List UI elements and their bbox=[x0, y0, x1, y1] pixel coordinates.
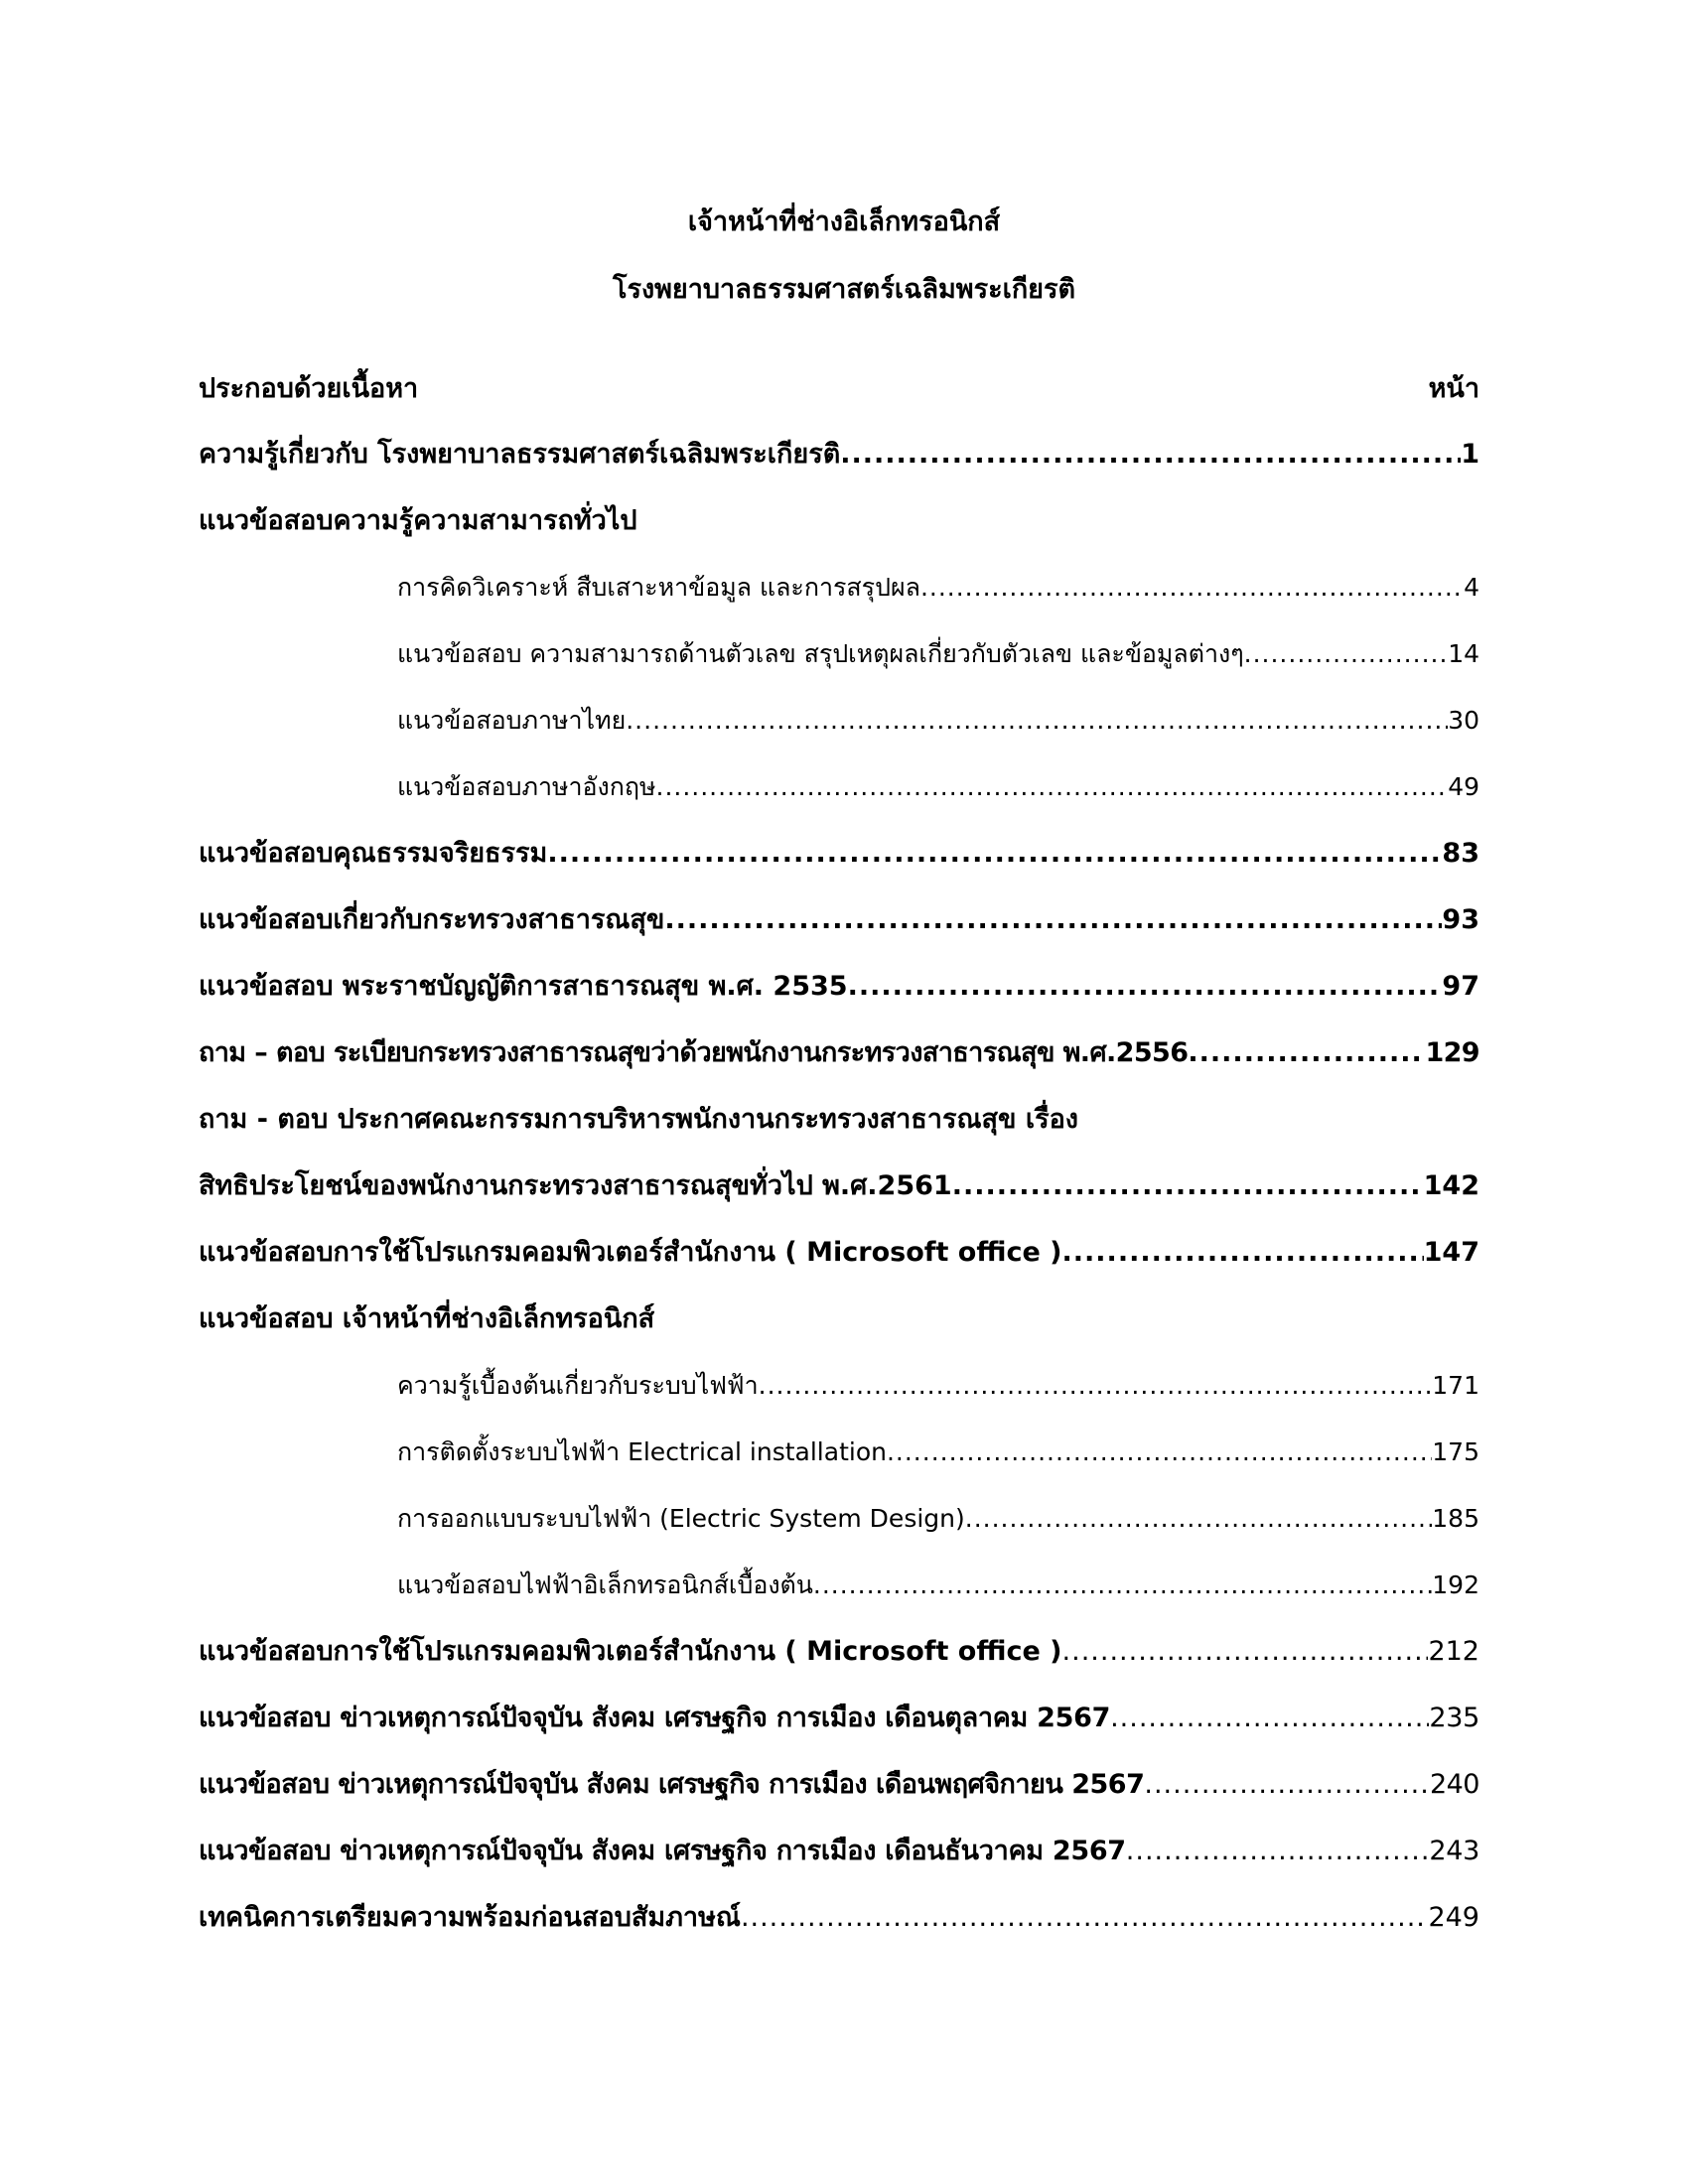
toc-entry-page: 212 bbox=[1428, 1636, 1479, 1667]
document-subtitle: โรงพยาบาลธรรมศาสตร์เฉลิมพระเกียรติ bbox=[612, 274, 1076, 305]
toc-entry-title: แนวข้อสอบ เจ้าหน้าที่ช่างอิเล็กทรอนิกส์ bbox=[199, 1303, 655, 1334]
dot-leader bbox=[1110, 1697, 1429, 1740]
toc-entry-page: 97 bbox=[1442, 971, 1479, 1002]
toc-entry-title: เทคนิคการเตรียมความพร้อมก่อนสอบสัมภาษณ์ bbox=[199, 1902, 741, 1933]
toc-entry-page: 30 bbox=[1448, 706, 1479, 735]
toc-sub-entry bbox=[397, 1431, 1479, 1474]
toc-entry-page: 185 bbox=[1432, 1504, 1479, 1533]
dot-leader bbox=[759, 1364, 1433, 1408]
toc-entry-page: 235 bbox=[1429, 1703, 1479, 1733]
dot-leader bbox=[1126, 1830, 1430, 1873]
toc-entry-title: ถาม – ตอบ ระเบียบกระทรวงสาธารณสุขว่าด้วยพนักงานกระทรวงสาธารณสุข พ.ศ.2556 bbox=[199, 1037, 1189, 1068]
dot-leader bbox=[741, 1896, 1429, 1940]
toc-entry-page: 93 bbox=[1442, 904, 1479, 935]
document-title: เจ้าหน้าที่ช่างอิเล็กทรอนิกส์ bbox=[687, 206, 1001, 237]
toc-entry bbox=[199, 1164, 1479, 1208]
toc-entry-title: แนวข้อสอบไฟฟ้าอิเล็กทรอนิกส์เบื้องต้น bbox=[397, 1570, 813, 1599]
dot-leader bbox=[1244, 632, 1449, 676]
toc-entry-page: 1 bbox=[1461, 439, 1479, 470]
toc-entry-title: ความรู้เบื้องต้นเกี่ยวกับระบบไฟฟ้า bbox=[397, 1371, 759, 1400]
dot-leader bbox=[1062, 1630, 1429, 1674]
toc-entry-page: 83 bbox=[1442, 838, 1479, 869]
toc-header-row bbox=[199, 367, 1479, 411]
toc-entry-page: 129 bbox=[1425, 1037, 1479, 1068]
toc-sub-entry bbox=[397, 1364, 1479, 1408]
toc-sub-entry bbox=[397, 765, 1479, 809]
toc-entry-title: แนวข้อสอบการใช้โปรแกรมคอมพิวเตอร์สำนักงาน ( Microsoft office ) bbox=[199, 1237, 1062, 1268]
dot-leader bbox=[887, 1431, 1432, 1474]
toc-sub-entry bbox=[397, 566, 1479, 610]
toc-entry-page: 171 bbox=[1432, 1371, 1479, 1400]
toc-entry bbox=[199, 433, 1479, 477]
toc-entry-title: แนวข้อสอบคุณธรรมจริยธรรม bbox=[199, 838, 548, 869]
contents-label: ประกอบด้วยเนื้อหา bbox=[199, 373, 419, 404]
toc-entry bbox=[199, 1031, 1479, 1075]
toc-entry-page: 49 bbox=[1448, 772, 1479, 801]
dot-leader bbox=[626, 699, 1448, 743]
toc-entry-title: แนวข้อสอบ ความสามารถด้านตัวเลข สรุปเหตุผลเกี่ยวกับตัวเลข และข้อมูลต่างๆ bbox=[397, 639, 1244, 668]
toc-entry bbox=[199, 832, 1479, 876]
dot-leader bbox=[664, 898, 1442, 942]
dot-leader bbox=[952, 1164, 1424, 1208]
toc-entry-page: 240 bbox=[1429, 1769, 1479, 1800]
toc-sub-entry bbox=[397, 1564, 1479, 1607]
page-column-label: หน้า bbox=[1428, 373, 1479, 404]
toc-section-heading bbox=[199, 1297, 1479, 1341]
toc-section-heading bbox=[199, 1098, 1479, 1142]
dot-leader bbox=[965, 1497, 1433, 1541]
dot-leader bbox=[1144, 1763, 1430, 1807]
toc-entry-title: การคิดวิเคราะห์ สืบเสาะหาข้อมูล และการสรุปผล bbox=[397, 573, 920, 602]
toc-entry-page: 175 bbox=[1432, 1437, 1479, 1466]
toc-entry-title: การออกแบบระบบไฟฟ้า (Electric System Design) bbox=[397, 1504, 965, 1533]
toc-entry-page: 14 bbox=[1448, 639, 1479, 668]
toc-entry bbox=[199, 1630, 1479, 1674]
dot-leader bbox=[1062, 1231, 1424, 1275]
toc-entry-title: ความรู้เกี่ยวกับ โรงพยาบาลธรรมศาสตร์เฉลิมพระเกียรติ bbox=[199, 439, 841, 470]
dot-leader bbox=[656, 765, 1449, 809]
toc-entry-title: แนวข้อสอบ ข่าวเหตุการณ์ปัจจุบัน สังคม เศรษฐกิจ การเมือง เดือนตุลาคม 2567 bbox=[199, 1703, 1111, 1733]
toc-entry-page: 4 bbox=[1464, 573, 1479, 602]
dot-leader bbox=[547, 832, 1442, 876]
toc-entry bbox=[199, 1763, 1479, 1807]
toc-entry bbox=[199, 1830, 1479, 1873]
toc-entry-title: ถาม - ตอบ ประกาศคณะกรรมการบริหารพนักงานกระทรวงสาธารณสุข เรื่อง bbox=[199, 1104, 1078, 1135]
toc-entry bbox=[199, 1896, 1479, 1940]
toc-section-heading bbox=[199, 499, 1479, 543]
toc-sub-entry bbox=[397, 632, 1479, 676]
toc-entry bbox=[199, 898, 1479, 942]
dot-leader bbox=[1188, 1031, 1425, 1075]
toc-sub-entry bbox=[397, 1497, 1479, 1541]
dot-leader bbox=[840, 433, 1461, 477]
toc-entry-page: 147 bbox=[1423, 1237, 1479, 1268]
toc-entry-page: 192 bbox=[1432, 1570, 1479, 1599]
toc-entry-page: 142 bbox=[1423, 1170, 1479, 1201]
toc-sub-entry bbox=[397, 699, 1479, 743]
toc-entry-title: แนวข้อสอบภาษาไทย bbox=[397, 706, 627, 735]
toc-entry-title: แนวข้อสอบความรู้ความสามารถทั่วไป bbox=[199, 505, 637, 536]
toc-entry-title: แนวข้อสอบการใช้โปรแกรมคอมพิวเตอร์สำนักงาน ( Microsoft office ) bbox=[199, 1636, 1062, 1667]
toc-entry-title: สิทธิประโยชน์ของพนักงานกระทรวงสาธารณสุขทั่วไป พ.ศ.2561 bbox=[199, 1170, 952, 1201]
dot-leader bbox=[920, 566, 1464, 610]
dot-leader bbox=[813, 1564, 1432, 1607]
toc-entry bbox=[199, 1697, 1479, 1740]
toc-entry-page: 249 bbox=[1428, 1902, 1479, 1933]
toc-entry-title: แนวข้อสอบ ข่าวเหตุการณ์ปัจจุบัน สังคม เศรษฐกิจ การเมือง เดือนพฤศจิกายน 2567 bbox=[199, 1769, 1145, 1800]
dot-leader bbox=[848, 965, 1443, 1009]
toc-entry-title: การติดตั้งระบบไฟฟ้า Electrical installation bbox=[397, 1437, 887, 1466]
toc-entry-title: แนวข้อสอบ พระราชบัญญัติการสาธารณสุข พ.ศ. 2535 bbox=[199, 971, 848, 1002]
toc-entry-title: แนวข้อสอบภาษาอังกฤษ bbox=[397, 772, 656, 801]
toc-entry-page: 243 bbox=[1429, 1836, 1479, 1866]
toc-entry bbox=[199, 965, 1479, 1009]
toc-entry bbox=[199, 1231, 1479, 1275]
toc-entry-title: แนวข้อสอบ ข่าวเหตุการณ์ปัจจุบัน สังคม เศรษฐกิจ การเมือง เดือนธันวาคม 2567 bbox=[199, 1836, 1126, 1866]
toc-entry-title: แนวข้อสอบเกี่ยวกับกระทรวงสาธารณสุข bbox=[199, 904, 665, 935]
